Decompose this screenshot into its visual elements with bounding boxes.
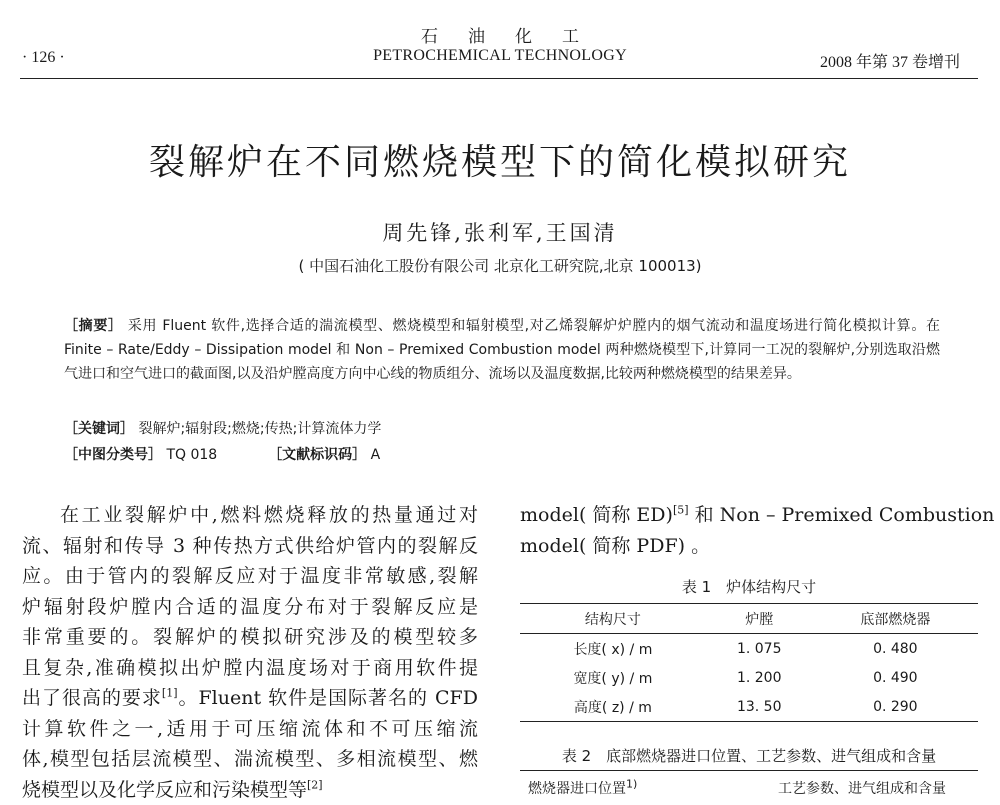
table-cell: 高度( z) / m: [520, 692, 706, 722]
table-row: [520, 663, 978, 692]
footnote-marker: 1): [626, 777, 637, 790]
column-header: 结构尺寸: [520, 604, 706, 634]
citation: [1]: [162, 687, 178, 700]
clc-label: ［中图分类号］: [64, 447, 162, 463]
body-line: 非常重要的。裂解炉的模拟研究涉及的模型较多: [22, 622, 478, 653]
table2-caption: 表 2 底部燃烧器进口位置、工艺参数、进气组成和含量: [520, 745, 978, 766]
abstract-text: 采用 Fluent 软件,选择合适的湍流模型、燃烧模型和辐射模型,对乙烯裂解炉炉膛内的烟气流动和温度场进行简化模拟计算。在 Finite – Rate/Eddy – Dissipation model 和 Non – Premixed Combustion model 两种燃烧模型下,计算同一工况的裂解炉,分别选取沿燃气进口和空气进口的截面图,以及沿炉膛高度方向中心线的物质组分、流场以及温度数据,比较两种燃烧模型的结果差异。: [64, 318, 940, 382]
table-row: [520, 692, 978, 722]
journal-name-en: PETROCHEMICAL TECHNOLOGY: [0, 47, 1000, 65]
classification: [64, 444, 380, 464]
body-text: 出了很高的要求: [22, 687, 162, 709]
authors: 周先锋,张利军,王国清: [0, 217, 1000, 247]
body-line: [22, 775, 478, 805]
body-text: model( 简称 ED): [520, 504, 673, 526]
table-cell: 13. 50: [706, 692, 813, 722]
body-line: 计算软件之一,适用于可压缩流体和不可压缩流: [22, 714, 478, 745]
body-line: 在工业裂解炉中,燃料燃烧释放的热量通过对: [22, 500, 478, 531]
body-line: [22, 683, 478, 714]
body-line: model( 简称 PDF) 。: [520, 531, 978, 562]
doc-code-value: A: [371, 447, 381, 463]
table-cell: 宽度( y) / m: [520, 663, 706, 692]
table2-header-inlet-text: 燃烧器进口位置: [528, 781, 626, 797]
body-right-column: [520, 500, 978, 561]
table1-caption: 表 1 炉体结构尺寸: [520, 576, 978, 597]
keywords-label: ［关键词］: [64, 421, 134, 437]
table-header-row: [520, 604, 978, 634]
body-line: [520, 500, 978, 531]
table1: [520, 603, 978, 722]
table2-top-rule: [520, 770, 978, 771]
body-text: 。Fluent 软件是国际著名的 CFD: [178, 687, 478, 709]
page-number: · 126 ·: [22, 49, 65, 67]
abstract-label: ［摘要］: [64, 318, 123, 334]
keywords-text: 裂解炉;辐射段;燃烧;传热;计算流体力学: [138, 421, 381, 437]
keywords: [64, 418, 381, 438]
table-cell: 0. 290: [813, 692, 978, 722]
body-line: 且复杂,准确模拟出炉膛内温度场对于商用软件提: [22, 653, 478, 684]
paper-title: 裂解炉在不同燃烧模型下的简化模拟研究: [0, 134, 1000, 185]
body-line: 体,模型包括层流模型、湍流模型、多相流模型、燃: [22, 744, 478, 775]
header-rule: [20, 78, 978, 79]
citation: [2]: [307, 778, 323, 791]
table-cell: 长度( x) / m: [520, 634, 706, 664]
body-text: 烧模型以及化学反应和污染模型等: [22, 779, 307, 801]
body-left-column: [22, 500, 478, 805]
abstract: [64, 314, 940, 386]
table2-header-inlet: [528, 778, 637, 798]
column-header: 炉膛: [706, 604, 813, 634]
issue-info: 2008 年第 37 卷增刊: [820, 49, 960, 72]
body-line: 炉辐射段炉膛内合适的温度分布对于裂解反应是: [22, 592, 478, 623]
doc-code-label: ［文献标识码］: [268, 447, 366, 463]
table-cell: 0. 480: [813, 634, 978, 664]
table-cell: 1. 075: [706, 634, 813, 664]
table2-header-params: 工艺参数、进气组成和含量: [778, 778, 946, 798]
clc-value: TQ 018: [166, 447, 217, 463]
table-row: [520, 634, 978, 664]
body-text: 和 Non – Premixed Combustion: [695, 504, 995, 526]
table-cell: 1. 200: [706, 663, 813, 692]
affiliation: ( 中国石油化工股份有限公司 北京化工研究院,北京 100013): [0, 255, 1000, 276]
body-line: 应。由于管内的裂解反应对于温度非常敏感,裂解: [22, 561, 478, 592]
body-line: 流、辐射和传导 3 种传热方式供给炉管内的裂解反: [22, 531, 478, 562]
column-header: 底部燃烧器: [813, 604, 978, 634]
table-cell: 0. 490: [813, 663, 978, 692]
citation: [5]: [673, 504, 689, 517]
journal-name-cn: 石油化工: [0, 22, 1000, 47]
